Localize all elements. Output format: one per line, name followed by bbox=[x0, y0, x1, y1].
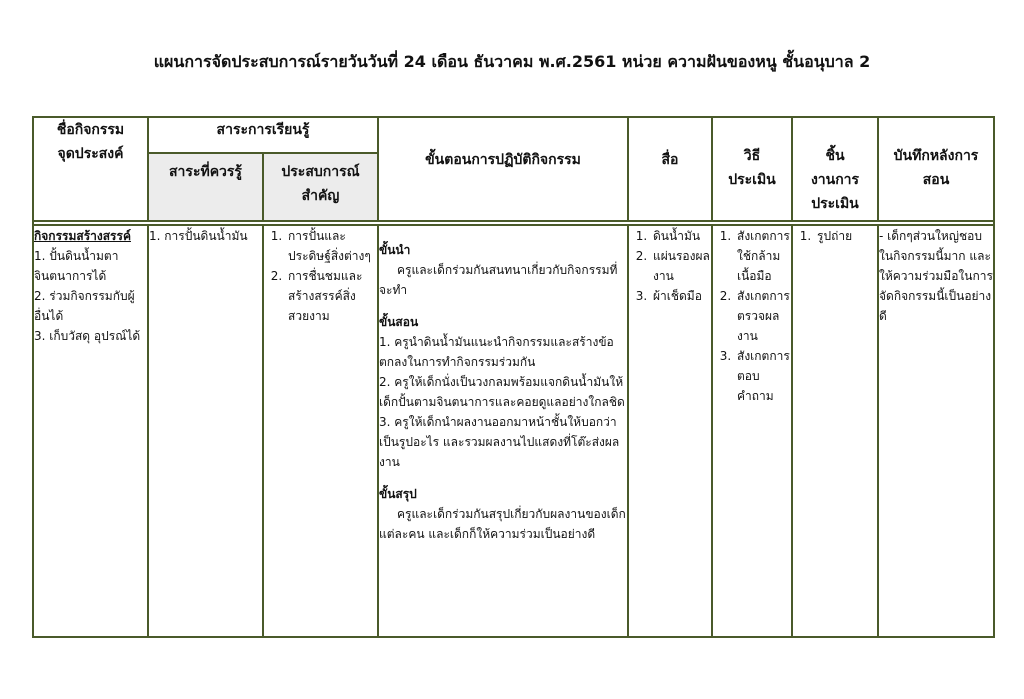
cell-experience bbox=[263, 225, 378, 637]
header-steps: ขั้นตอนการปฏิบัติกิจกรรม bbox=[378, 117, 628, 221]
lesson-plan-table bbox=[32, 116, 995, 638]
notes-text: - เด็กๆส่วนใหญ่ชอบในกิจกรรมนี้มาก และให้ความร่วมมือในการจัดกิจกรรมนี้เป็นอย่างดี bbox=[879, 229, 993, 323]
cell-activity bbox=[33, 225, 148, 637]
cell-media bbox=[628, 225, 712, 637]
intro-title: ขั้นนำ bbox=[379, 243, 411, 257]
page-title: แผนการจัดประสบการณ์รายวันวันที่ 24 เดือน ธันวาคม พ.ศ.2561 หน่วย ความฝันของหนู ชั้นอนุบาล 2 bbox=[153, 52, 871, 71]
objective-item: 3. เก็บวัสดุ อุปรณ์ได้ bbox=[34, 329, 141, 343]
summary-title: ขั้นสรุป bbox=[379, 487, 417, 501]
cell-work bbox=[792, 225, 878, 637]
teach-item: 1. ครูนำดินน้ำมันแนะนำกิจกรรมและสร้างข้อตกลงในการทำกิจกรรมร่วมกัน bbox=[379, 335, 614, 369]
content-item: 1. การปั้นดินน้ำมัน bbox=[149, 229, 248, 243]
assessment-item: 2. สังเกตการตรวจผลงาน bbox=[735, 286, 791, 346]
cell-assessment bbox=[712, 225, 792, 637]
teach-item: 3. ครูให้เด็กนำผลงานออกมาหน้าชั้นให้บอกว่าเป็นรูปอะไร และรวมผลงานไปแสดงที่โต๊ะส่งผลงาน bbox=[379, 415, 620, 469]
header-activity-text: ชื่อกิจกรรม จุดประสงค์ bbox=[56, 122, 125, 162]
header-experience bbox=[263, 153, 378, 221]
experience-item: 1. การปั้นและประดิษฐ์สิ่งต่างๆ bbox=[286, 226, 377, 266]
header-work-text: ชิ้น งานการ ประเมิน bbox=[810, 148, 860, 212]
activity-name: กิจกรรมสร้างสรรค์ bbox=[34, 229, 131, 243]
objective-item: 1. ปั้นดินน้ำมตา จินตนาการได้ bbox=[34, 249, 119, 283]
intro-text: ครูและเด็กร่วมกันสนทนาเกี่ยวกับกิจกรรมที่จะทำ bbox=[379, 263, 618, 297]
summary-text: ครูและเด็กร่วมกันสรุปเกี่ยวกับผลงานของเด็กแต่ละคน และเด็กก็ให้ความร่วมเป็นอย่างดี bbox=[379, 507, 626, 541]
header-learning: สาระการเรียนรู้ bbox=[148, 117, 378, 153]
header-notes-text: บันทึกหลังการ สอน bbox=[893, 148, 979, 188]
work-item: 1. รูปถ่าย bbox=[815, 226, 877, 246]
header-activity bbox=[33, 117, 148, 221]
teach-title: ขั้นสอน bbox=[379, 315, 419, 329]
experience-item: 2. การชื่นชมและสร้างสรรค์สิ่งสวยงาม bbox=[286, 266, 377, 326]
assessment-item: 3. สังเกตการตอบคำถาม bbox=[735, 346, 791, 406]
header-work bbox=[792, 117, 878, 221]
cell-content bbox=[148, 225, 263, 637]
objective-item: 2. ร่วมกิจกรรมกับผู้อื่นได้ bbox=[34, 289, 135, 323]
header-experience-text: ประสบการณ์ สำคัญ bbox=[281, 164, 360, 204]
media-item: 1. ดินน้ำมัน bbox=[651, 226, 711, 246]
assessment-item: 1. สังเกตการใช้กล้ามเนื้อมือ bbox=[735, 226, 791, 286]
cell-notes bbox=[878, 225, 994, 637]
header-media: สื่อ bbox=[628, 117, 712, 221]
header-assessment-text: วิธี ประเมิน bbox=[728, 148, 776, 188]
header-assessment bbox=[712, 117, 792, 221]
media-item: 2. แผ่นรองผลงาน bbox=[651, 246, 711, 286]
media-item: 3. ผ้าเช็ดมือ bbox=[651, 286, 711, 306]
header-content: สาระที่ควรรู้ bbox=[148, 153, 263, 221]
header-notes bbox=[878, 117, 994, 221]
teach-item: 2. ครูให้เด็กนั่งเป็นวงกลมพร้อมแจกดินน้ำมันให้เด็กปั้นตามจินตนาการและคอยดูแลอย่างใกลชิด bbox=[379, 375, 625, 409]
cell-steps bbox=[378, 225, 628, 637]
